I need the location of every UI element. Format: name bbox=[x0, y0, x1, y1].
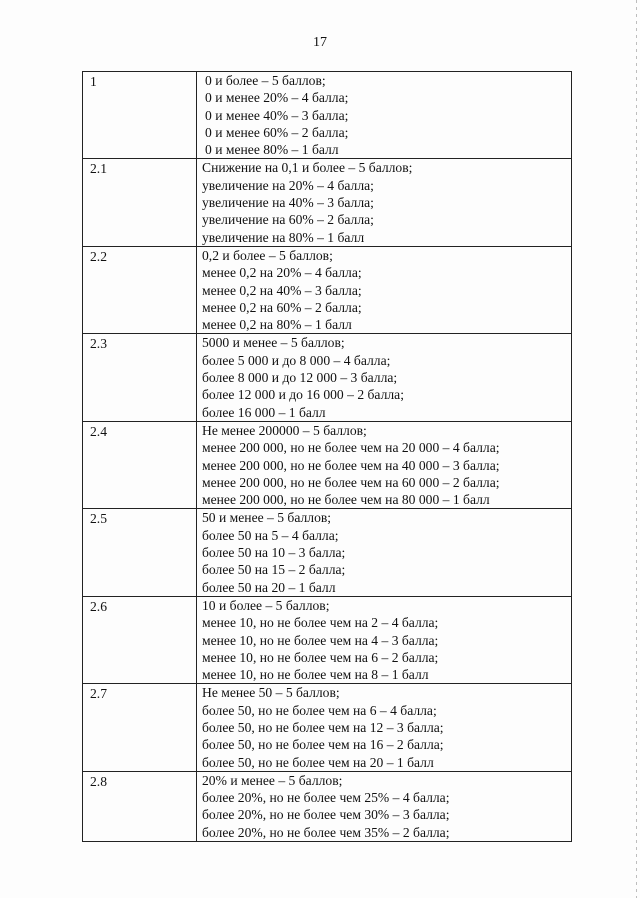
criterion-number-cell bbox=[83, 159, 197, 246]
scale-line: увеличение на 40% – 3 балла; bbox=[202, 195, 374, 211]
scale-line: более 20%, но не более чем 30% – 3 балла; bbox=[202, 807, 450, 823]
table-row bbox=[83, 334, 572, 421]
scale-line: более 20%, но не более чем 35% – 2 балла; bbox=[202, 824, 450, 840]
criterion-number: 2.3 bbox=[90, 336, 107, 352]
scale-line: увеличение на 60% – 2 балла; bbox=[202, 212, 374, 228]
scale-line: менее 10, но не более чем на 8 – 1 балл bbox=[202, 667, 429, 683]
table-row bbox=[83, 771, 572, 841]
scale-line: менее 10, но не более чем на 6 – 2 балла; bbox=[202, 649, 439, 665]
scale-line: 20% и менее – 5 баллов; bbox=[202, 772, 343, 788]
criterion-number-cell bbox=[83, 246, 197, 333]
criterion-number: 2.2 bbox=[90, 248, 107, 264]
scale-line: менее 200 000, но не более чем на 20 000 – 4 балла; bbox=[202, 440, 500, 456]
scale-line: 0 и менее 60% – 2 балла; bbox=[205, 124, 349, 140]
scale-line: более 50 на 15 – 2 балла; bbox=[202, 562, 346, 578]
scale-line: менее 10, но не более чем на 4 – 3 балла; bbox=[202, 632, 439, 648]
table-row bbox=[83, 596, 572, 683]
scale-line: Не менее 200000 – 5 баллов; bbox=[202, 422, 367, 438]
criterion-scale-cell bbox=[197, 596, 572, 683]
criterion-scale-cell bbox=[197, 334, 572, 421]
criterion-number: 2.8 bbox=[90, 773, 107, 789]
scale-line: более 50, но не более чем на 16 – 2 балла; bbox=[202, 737, 444, 753]
criterion-number-cell bbox=[83, 684, 197, 771]
criterion-scale-cell bbox=[197, 421, 572, 508]
scale-line: более 50, но не более чем на 12 – 3 балла; bbox=[202, 719, 444, 735]
table-row bbox=[83, 72, 572, 159]
scale-line: менее 200 000, но не более чем на 60 000 – 2 балла; bbox=[202, 474, 500, 490]
table-row bbox=[83, 159, 572, 246]
scale-line: более 16 000 – 1 балл bbox=[202, 404, 326, 420]
scale-line: 50 и менее – 5 баллов; bbox=[202, 510, 332, 526]
scale-line: более 50, но не более чем на 20 – 1 балл bbox=[202, 754, 434, 770]
table-row bbox=[83, 509, 572, 596]
criterion-number: 1 bbox=[90, 74, 97, 89]
scale-line: более 5 000 и до 8 000 – 4 балла; bbox=[202, 352, 391, 368]
scan-edge bbox=[636, 0, 637, 898]
scale-line: 0 и менее 20% – 4 балла; bbox=[205, 90, 349, 106]
criterion-number: 2.7 bbox=[90, 686, 107, 702]
criterion-number-cell bbox=[83, 72, 197, 159]
scale-line: более 50 на 5 – 4 балла; bbox=[202, 527, 339, 543]
criterion-scale-cell bbox=[197, 509, 572, 596]
scale-line: увеличение на 80% – 1 балл bbox=[202, 229, 365, 245]
criterion-number: 2.4 bbox=[90, 423, 107, 439]
page-number: 17 bbox=[313, 35, 327, 50]
scale-line: менее 200 000, но не более чем на 40 000 – 3 балла; bbox=[202, 457, 500, 473]
scale-line: 0 и менее 80% – 1 балл bbox=[205, 142, 339, 158]
scale-line: 0 и более – 5 баллов; bbox=[205, 73, 326, 88]
scale-line: менее 0,2 на 60% – 2 балла; bbox=[202, 299, 362, 315]
scale-line: более 20%, но не более чем 25% – 4 балла; bbox=[202, 790, 450, 806]
scale-line: менее 200 000, но не более чем на 80 000 – 1 балл bbox=[202, 492, 490, 508]
scale-line: Снижение на 0,1 и более – 5 баллов; bbox=[202, 160, 413, 176]
criterion-scale-cell bbox=[197, 72, 572, 159]
scale-line: 10 и более – 5 баллов; bbox=[202, 597, 330, 613]
criterion-scale-cell bbox=[197, 684, 572, 771]
scale-line: менее 0,2 на 40% – 3 балла; bbox=[202, 282, 362, 298]
criterion-number: 2.1 bbox=[90, 161, 107, 177]
criterion-number-cell bbox=[83, 421, 197, 508]
criteria-table bbox=[82, 71, 572, 842]
scale-line: более 50 на 10 – 3 балла; bbox=[202, 545, 346, 561]
criteria-table-body bbox=[83, 72, 572, 842]
scale-line: менее 0,2 на 20% – 4 балла; bbox=[202, 265, 362, 281]
scale-line: увеличение на 20% – 4 балла; bbox=[202, 177, 374, 193]
criterion-number: 2.6 bbox=[90, 598, 107, 614]
scale-line: более 8 000 и до 12 000 – 3 балла; bbox=[202, 370, 398, 386]
scale-line: 5000 и менее – 5 баллов; bbox=[202, 335, 345, 351]
table-row bbox=[83, 246, 572, 333]
criterion-scale-cell bbox=[197, 159, 572, 246]
criterion-number-cell bbox=[83, 509, 197, 596]
criterion-number-cell bbox=[83, 596, 197, 683]
scale-line: более 50 на 20 – 1 балл bbox=[202, 579, 336, 595]
scale-line: 0 и менее 40% – 3 балла; bbox=[205, 107, 349, 123]
criterion-number-cell bbox=[83, 334, 197, 421]
criterion-scale-cell bbox=[197, 771, 572, 841]
scale-line: 0,2 и более – 5 баллов; bbox=[202, 247, 333, 263]
scale-line: менее 10, но не более чем на 2 – 4 балла; bbox=[202, 615, 439, 631]
criterion-scale-cell bbox=[197, 246, 572, 333]
criterion-number-cell bbox=[83, 771, 197, 841]
table-row bbox=[83, 421, 572, 508]
scale-line: Не менее 50 – 5 баллов; bbox=[202, 685, 340, 701]
table-row bbox=[83, 684, 572, 771]
scale-line: более 50, но не более чем на 6 – 4 балла; bbox=[202, 702, 437, 718]
criterion-number: 2.5 bbox=[90, 511, 107, 527]
scale-line: более 12 000 и до 16 000 – 2 балла; bbox=[202, 387, 404, 403]
scale-line: менее 0,2 на 80% – 1 балл bbox=[202, 317, 352, 333]
